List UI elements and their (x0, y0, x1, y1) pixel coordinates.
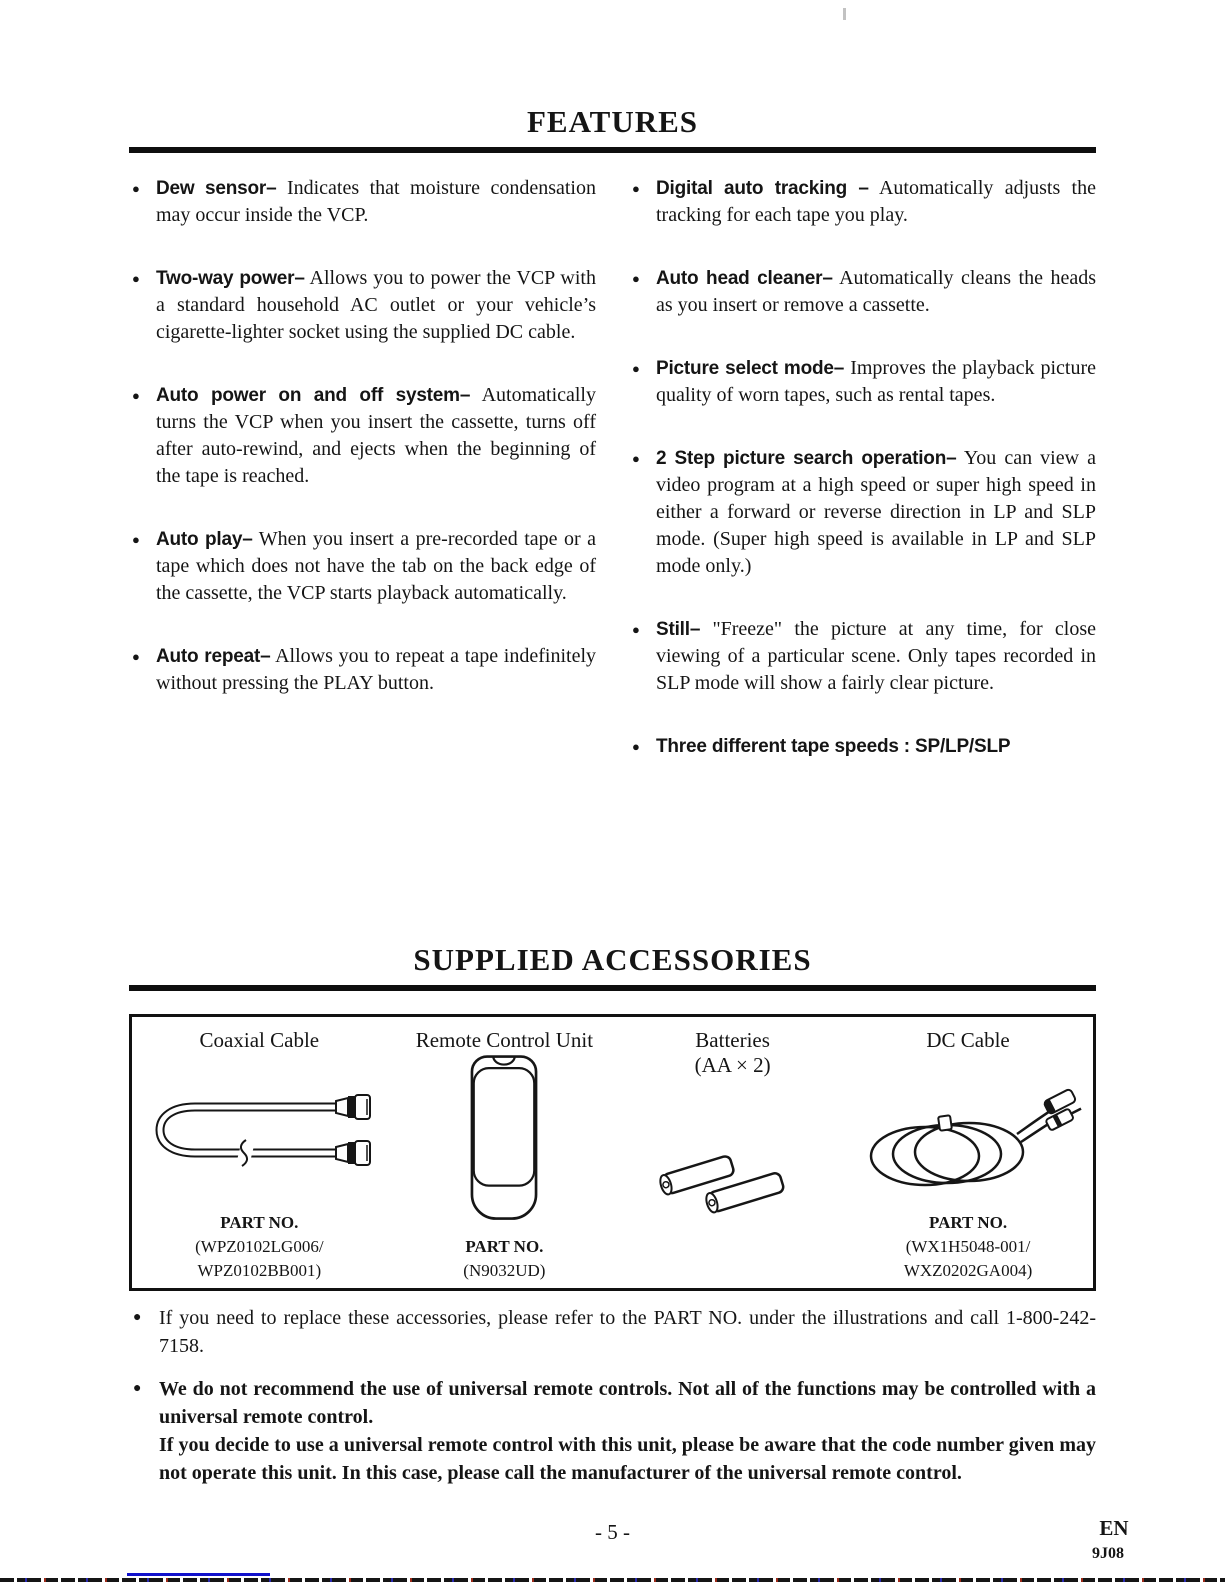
features-right-column (629, 175, 1096, 796)
feature-item (129, 175, 596, 229)
bullet-icon: ● (632, 271, 640, 286)
feature-text: Automatically turns the VCP when you insert the cassette, turns off after auto-rewind, and ejects when the beginning of the tape is reached. (156, 384, 596, 487)
feature-item (129, 643, 596, 697)
part-number: (WPZ0102LG006/ (195, 1237, 324, 1256)
accessory-batteries (622, 1017, 843, 1288)
accessory-label-line1: Batteries (695, 1028, 770, 1052)
accessories-title: SUPPLIED ACCESSORIES (413, 942, 812, 977)
scan-artifact (843, 8, 846, 20)
feature-name: Still– (656, 619, 701, 640)
part-number: WXZ0202GA004) (903, 1261, 1033, 1280)
note-text: If you need to replace these accessories, please refer to the PART NO. under the illustrations and call 1-800-242-7158. (159, 1307, 1096, 1357)
part-number: (WX1H5048-001/ (905, 1237, 1031, 1256)
feature-text: Automatically adjusts the tracking for each tape you play. (656, 177, 1096, 226)
features-section (129, 102, 1096, 796)
features-title: FEATURES (526, 104, 699, 139)
page-number: - 5 - (595, 1520, 630, 1544)
bullet-icon: ● (632, 181, 640, 196)
bullet-icon: ● (133, 1310, 142, 1325)
feature-item (629, 175, 1096, 229)
note-universal-remote (129, 1375, 1096, 1487)
bullet-icon: ● (632, 361, 640, 376)
accessory-remote-control (387, 1017, 622, 1288)
part-number: (N9032UD) (463, 1261, 546, 1280)
bullet-icon: ● (132, 649, 140, 664)
feature-item (629, 445, 1096, 580)
feature-text: Indicates that moisture condensation may occur inside the VCP. (156, 177, 596, 226)
bullet-icon: ● (132, 388, 140, 403)
feature-name: Digital auto tracking – (656, 178, 869, 199)
accessories-section (129, 940, 1096, 1487)
bullet-icon: ● (132, 181, 140, 196)
accessory-label-line2: (AA × 2) (694, 1053, 771, 1077)
bullet-icon: ● (632, 622, 640, 637)
bullet-icon: ● (132, 532, 140, 547)
accessories-title-rule (129, 985, 1096, 991)
batteries-illustration (643, 1129, 823, 1233)
part-number-block (904, 1211, 1032, 1283)
note-text: If you decide to use a universal remote control with this unit, please be aware that the code number given may not operate this unit. In this case, please call the manufacturer of the universal remote control. (159, 1434, 1096, 1484)
accessory-label: DC Cable (926, 1028, 1010, 1052)
features-left-column (129, 175, 596, 796)
bullet-icon: ● (632, 451, 640, 466)
bottom-dashed-line (0, 1578, 1225, 1582)
feature-text: Allows you to repeat a tape indefinitely without pressing the PLAY button. (156, 645, 597, 694)
feature-item (129, 265, 596, 346)
part-number: WPZ0102BB001) (197, 1261, 322, 1280)
feature-name: Dew sensor– (156, 178, 277, 199)
feature-item (629, 733, 1096, 760)
accessory-label: Remote Control Unit (415, 1028, 594, 1052)
feature-text: When you insert a pre-recorded tape or a tape which does not have the tab on the back edge of the cassette, the VCP starts playback automatically. (156, 528, 597, 604)
feature-name: Auto play– (156, 529, 253, 550)
feature-text: "Freeze" the picture at any time, for close viewing of a particular scene. Only tapes recorded in SLP mode will show a fairly clear picture. (656, 618, 1097, 694)
accessories-box (129, 1014, 1096, 1291)
part-no-label: PART NO. (220, 1213, 299, 1232)
feature-name: Three different tape speeds : SP/LP/SLP (656, 736, 1011, 757)
feature-item (129, 382, 596, 490)
feature-text: Improves the playback picture quality of worn tapes, such as rental tapes. (656, 357, 1097, 406)
accessory-label: Coaxial Cable (199, 1028, 320, 1052)
features-title-rule (129, 147, 1096, 153)
accessory-dc-cable (843, 1017, 1093, 1288)
part-number-block (195, 1211, 323, 1283)
blue-underline-artifact (127, 1573, 270, 1576)
language-code: EN (1099, 1516, 1129, 1540)
remote-control-illustration (453, 1053, 555, 1231)
note-replacement (129, 1304, 1096, 1360)
accessory-label (695, 1028, 771, 1078)
feature-item (629, 355, 1096, 409)
bullet-icon: ● (133, 1381, 142, 1396)
coaxial-cable-illustration (143, 1071, 375, 1193)
feature-name: Picture select mode– (656, 358, 845, 379)
accessory-coaxial-cable (132, 1017, 387, 1288)
feature-name: Auto repeat– (156, 646, 271, 667)
feature-name: Auto head cleaner– (656, 268, 833, 289)
feature-name: 2 Step picture search operation– (656, 448, 957, 469)
bullet-icon: ● (632, 739, 640, 754)
part-no-label: PART NO. (928, 1213, 1008, 1232)
features-columns (129, 175, 1096, 796)
dc-cable-illustration (849, 1064, 1087, 1200)
feature-item (629, 265, 1096, 319)
feature-item (129, 526, 596, 607)
part-no-label: PART NO. (465, 1237, 544, 1256)
note-text: We do not recommend the use of universal remote controls. Not all of the functions may be controlled with a universal remote control. (159, 1378, 1096, 1428)
feature-name: Auto power on and off system– (156, 385, 471, 406)
accessories-notes (129, 1304, 1096, 1487)
part-number-block (463, 1235, 545, 1283)
feature-text: Automatically cleans the heads as you insert or remove a cassette. (656, 267, 1096, 316)
bullet-icon: ● (132, 271, 140, 286)
feature-name: Two-way power– (156, 268, 305, 289)
feature-text: Allows you to power the VCP with a standard household AC outlet or your vehicle’s cigarette-lighter socket using the supplied DC cable. (156, 267, 596, 343)
print-code: 9J08 (1092, 1545, 1124, 1562)
feature-item (629, 616, 1096, 697)
feature-text: You can view a video program at a high speed or super high speed in either a forward or reverse direction in LP and SLP mode. (Super high speed is available in LP and SLP mode only.) (656, 447, 1096, 577)
